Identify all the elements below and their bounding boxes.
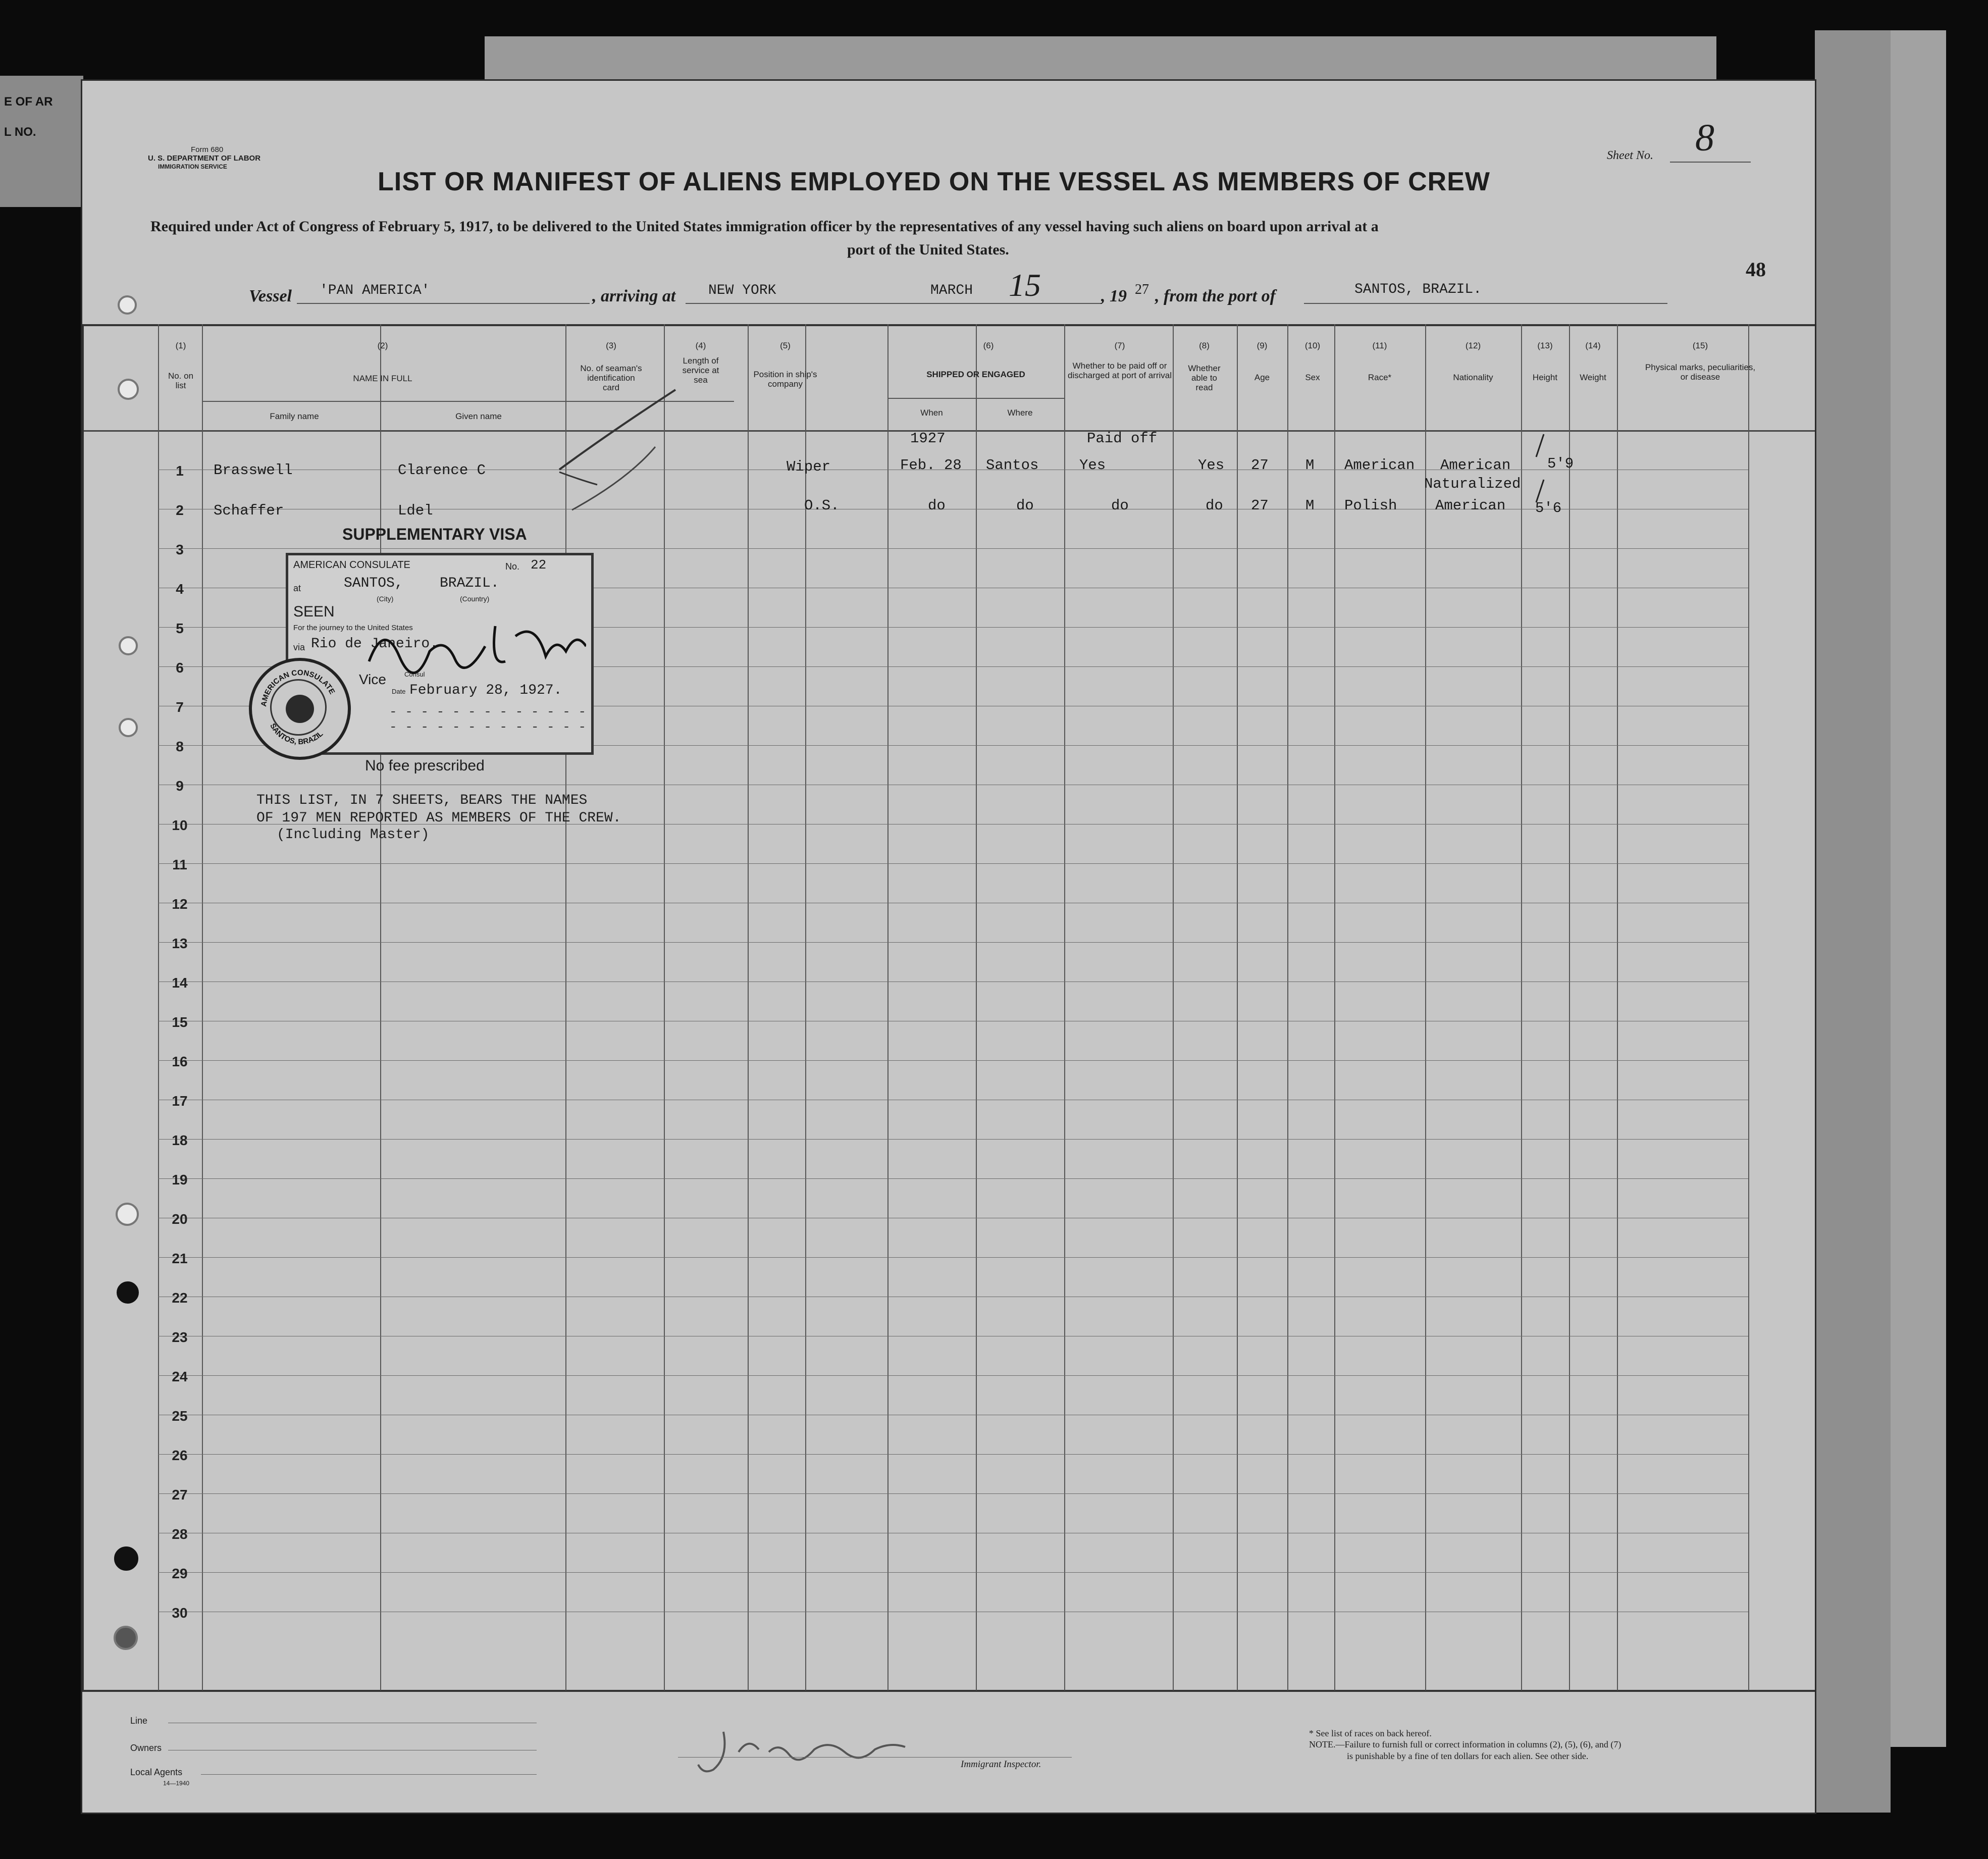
col-header-age: Age (1254, 373, 1270, 382)
row-number: 15 (172, 1014, 188, 1030)
footer-owners-label: Owners (130, 1743, 162, 1753)
table-row-rule (158, 1375, 1748, 1376)
col-header-where: Where (1007, 408, 1033, 418)
table-header-bottom (82, 430, 1815, 432)
table-subheader-line (202, 401, 734, 402)
col-header-weight: Weight (1580, 373, 1606, 382)
table-column-rule (1569, 324, 1570, 1690)
arrival-month: MARCH (930, 283, 973, 298)
col-header-read: Whether able to read (1188, 364, 1221, 392)
row-number: 2 (176, 502, 184, 518)
vessel-name: 'PAN AMERICA' (320, 283, 430, 298)
row-number: 8 (176, 739, 184, 754)
table-row-rule (158, 1257, 1748, 1258)
visa-country-caption: (Country) (460, 595, 490, 603)
row-number: 21 (172, 1251, 188, 1266)
col-num-8: (8) (1199, 341, 1210, 350)
visa-fee-note: No fee prescribed (365, 757, 485, 774)
entry-1-nationality: American (1440, 457, 1511, 474)
table-row-rule (158, 1493, 1748, 1494)
row-number: 18 (172, 1132, 188, 1148)
col-header-family: Family name (270, 411, 319, 421)
row-number: 12 (172, 896, 188, 912)
col-header-nationality: Nationality (1453, 373, 1493, 382)
entry-2-nationality-note: Naturalized (1424, 476, 1521, 492)
entry-2-family: Schaffer (214, 502, 284, 519)
table-column-rule (1521, 324, 1522, 1690)
row-number: 20 (172, 1211, 188, 1227)
inspector-signature (693, 1722, 925, 1777)
seal-text (252, 661, 348, 757)
page-title: LIST OR MANIFEST OF ALIENS EMPLOYED ON THE VESSEL AS MEMBERS OF CREW (378, 167, 1490, 196)
col-header-paid-off: Whether to be paid off or discharged at port of arrival (1068, 361, 1172, 380)
list-note-line-2: OF 197 MEN REPORTED AS MEMBERS OF THE CREW. (256, 810, 621, 826)
row-number: 1 (176, 463, 184, 479)
entry-1-height: 5'9 (1547, 455, 1574, 472)
entry-1-race: American (1344, 457, 1415, 474)
table-row-rule (158, 1178, 1748, 1179)
table-column-rule (805, 324, 806, 1690)
entry-2-nationality: American (1435, 497, 1506, 514)
col-header-position: Position in ship's company (753, 370, 817, 389)
visa-date-label: Date (392, 688, 406, 695)
row-number: 28 (172, 1526, 188, 1542)
table-column-rule (1425, 324, 1426, 1690)
col-num-7: (7) (1114, 341, 1125, 350)
col-header-length: Length of service at sea (682, 356, 719, 385)
visa-city-caption: (City) (377, 595, 394, 603)
row-number: 11 (172, 857, 187, 872)
table-row-rule (158, 1454, 1748, 1455)
entry-1-sex: M (1305, 457, 1315, 474)
row-number: 7 (176, 699, 184, 715)
page-number: 48 (1746, 258, 1766, 281)
table-column-rule (1617, 324, 1618, 1690)
table-row-rule (158, 1572, 1748, 1573)
visa-via: Rio de Janeiro. (311, 636, 439, 652)
visa-country: BRAZIL. (440, 576, 499, 591)
entry-2-read: do (1206, 497, 1223, 514)
table-column-rule (1287, 324, 1288, 1690)
penalty-note-2: is punishable by a fine of ten dollars for each alien. See other side. (1347, 1751, 1589, 1761)
row-number: 10 (172, 817, 188, 833)
footer-agents-label: Local Agents (130, 1767, 183, 1777)
row-number: 4 (176, 581, 184, 597)
visa-journey: For the journey to the United States (293, 624, 413, 632)
table-column-rule (976, 324, 977, 1690)
departure-port: SANTOS, BRAZIL. (1354, 282, 1482, 297)
entry-2-given: Ldel (398, 502, 433, 519)
list-note-line-1: THIS LIST, IN 7 SHEETS, BEARS THE NAMES (256, 793, 588, 808)
col-num-15: (15) (1692, 341, 1708, 350)
back-sheet-right-2 (1891, 30, 1946, 1747)
entry-2-height: 5'6 (1535, 500, 1562, 517)
table-row-rule (158, 548, 1748, 549)
row-number: 14 (172, 975, 188, 991)
table-left-border (82, 324, 84, 1691)
entry-1-when: Feb. 28 (900, 457, 962, 474)
left-margin-text-2: L NO. (4, 125, 36, 139)
table-row-rule (158, 1060, 1748, 1061)
list-note-line-3: (Including Master) (277, 827, 430, 843)
col-num-10: (10) (1304, 341, 1321, 350)
table-row-rule (158, 1139, 1748, 1140)
visa-consulate: AMERICAN CONSULATE (293, 559, 410, 571)
inspector-underline (678, 1757, 1072, 1758)
left-margin-text-1: E OF AR (4, 95, 53, 109)
subtitle-line-2: port of the United States. (847, 241, 1009, 258)
table-column-rule (1173, 324, 1174, 1690)
table-row-rule (158, 863, 1748, 864)
back-sheet-right (1815, 30, 1891, 1813)
entry-1-when-year: 1927 (910, 430, 946, 447)
subtitle-line-1: Required under Act of Congress of February 5, 1917, to be delivered to the United States immigration officer by the representatives of any vessel having such aliens on board upon arrival at a (150, 218, 1379, 235)
row-number: 3 (176, 542, 184, 557)
col-num-11: (11) (1372, 341, 1387, 350)
consul-signature (364, 616, 586, 682)
entry-2-paid: do (1111, 497, 1129, 514)
entry-1-given: Clarence C (398, 462, 486, 479)
row-number: 19 (172, 1172, 188, 1187)
table-column-rule (1064, 324, 1065, 1690)
visa-dashes: - - - - - - - - - - - - - (389, 704, 587, 719)
row-number: 6 (176, 660, 184, 676)
col-header-no-on-list: No. on list (168, 371, 194, 390)
table-column-rule (1748, 324, 1749, 1690)
footer-agents-underline (201, 1774, 537, 1775)
col-header-name: NAME IN FULL (353, 374, 412, 383)
arrival-day: 15 (1009, 267, 1041, 303)
visa-no-label: No. (505, 561, 520, 572)
table-column-rule (158, 324, 159, 1690)
visa-vice: Vice (359, 672, 386, 687)
row-number: 23 (172, 1329, 188, 1345)
row-number: 13 (172, 936, 188, 951)
visa-dashes: - - - - - - - - - - - - - (389, 719, 587, 735)
row-number: 30 (172, 1605, 188, 1621)
visa-via-label: via (293, 642, 305, 652)
visa-at-label: at (293, 583, 301, 593)
row-number: 27 (172, 1487, 188, 1503)
sheet-number: 8 (1695, 117, 1714, 159)
arrival-year: 27 (1135, 282, 1149, 297)
row-number: 29 (172, 1566, 188, 1581)
col-header-race: Race* (1368, 373, 1392, 382)
visa-city: SANTOS, (344, 576, 403, 591)
table-row-rule (158, 942, 1748, 943)
vessel-label: Vessel (249, 287, 292, 305)
visa-date: February 28, 1927. (409, 683, 562, 698)
visa-no: 22 (531, 557, 547, 573)
col-num-2: (2) (377, 341, 388, 350)
footer-form-code: 14—1940 (163, 1780, 190, 1787)
table-column-rule (664, 324, 665, 1690)
year-prefix: , 19 (1101, 287, 1127, 305)
col-header-when: When (920, 408, 943, 418)
arriving-port: NEW YORK (708, 283, 776, 298)
manifest-page (82, 81, 1815, 1813)
col-header-shipped: SHIPPED OR ENGAGED (926, 370, 1025, 379)
footer-line-label: Line (130, 1716, 148, 1726)
visa-consul: Consul (404, 670, 425, 678)
sheet-label: Sheet No. (1607, 149, 1653, 162)
row-number: 5 (176, 621, 184, 636)
col-header-physical: Physical marks, peculiarities, or disease (1645, 363, 1756, 382)
col-header-height: Height (1532, 373, 1558, 382)
entry-2-sex: M (1305, 497, 1315, 514)
penalty-note-1: NOTE.—Failure to furnish full or correct information in columns (2), (5), (6), and (7) (1309, 1739, 1621, 1749)
svg-text:AMERICAN CONSULATE: AMERICAN CONSULATE (259, 668, 337, 707)
table-column-rule (1237, 324, 1238, 1690)
consulate-seal (249, 658, 351, 760)
row-number: 17 (172, 1093, 188, 1109)
entry-2-where: do (1016, 497, 1034, 514)
races-note: * See list of races on back hereof. (1309, 1728, 1432, 1738)
visa-seen: SEEN (293, 603, 335, 620)
row-number: 26 (172, 1448, 188, 1463)
table-bottom-border (82, 1690, 1815, 1692)
entry-1-position: Wiper (787, 458, 831, 475)
entry-1-paid: Yes (1079, 457, 1106, 474)
department: U. S. DEPARTMENT OF LABOR (148, 154, 261, 163)
col-num-13: (13) (1537, 341, 1553, 350)
entry-2-position: O.S. (804, 497, 840, 514)
arriving-label: , arriving at (592, 287, 676, 305)
table-column-rule (1334, 324, 1335, 1690)
entry-1-read: Yes (1198, 457, 1225, 474)
form-number: Form 680 (191, 145, 224, 154)
row-number: 22 (172, 1290, 188, 1306)
row-number: 25 (172, 1408, 188, 1424)
entry-2-age: 27 (1251, 497, 1269, 514)
entry-1-family: Brasswell (214, 462, 293, 479)
entry-1-paid-note: Paid off (1087, 430, 1158, 447)
col-num-1: (1) (175, 341, 186, 350)
col-num-5: (5) (780, 341, 791, 350)
col-num-9: (9) (1257, 341, 1268, 350)
service: IMMIGRATION SERVICE (158, 163, 227, 170)
entry-1-where: Santos (986, 457, 1039, 474)
visa-title: SUPPLEMENTARY VISA (342, 525, 527, 543)
col-num-4: (4) (695, 341, 706, 350)
col-header-given: Given name (455, 411, 502, 421)
inspector-label: Immigrant Inspector. (961, 1759, 1041, 1770)
col-num-14: (14) (1585, 341, 1601, 350)
table-top-border (82, 324, 1815, 326)
entry-2-when: do (928, 497, 946, 514)
row-number: 9 (176, 778, 184, 794)
entry-2-race: Polish (1344, 497, 1397, 514)
table-column-rule (202, 324, 203, 1690)
table-column-rule (565, 324, 566, 1690)
row-number: 24 (172, 1369, 188, 1384)
table-column-rule (748, 324, 749, 1690)
entry-1-age: 27 (1251, 457, 1269, 474)
col-header-id-card: No. of seaman's identification card (580, 364, 642, 392)
row-number: 16 (172, 1054, 188, 1069)
svg-text:SANTOS, BRAZIL: SANTOS, BRAZIL (268, 721, 325, 747)
col-num-12: (12) (1465, 341, 1481, 350)
from-port-label: , from the port of (1155, 287, 1276, 305)
col-header-sex: Sex (1305, 373, 1320, 382)
table-column-rule (887, 324, 888, 1690)
col-num-6: (6) (983, 341, 994, 350)
col-num-3: (3) (606, 341, 616, 350)
